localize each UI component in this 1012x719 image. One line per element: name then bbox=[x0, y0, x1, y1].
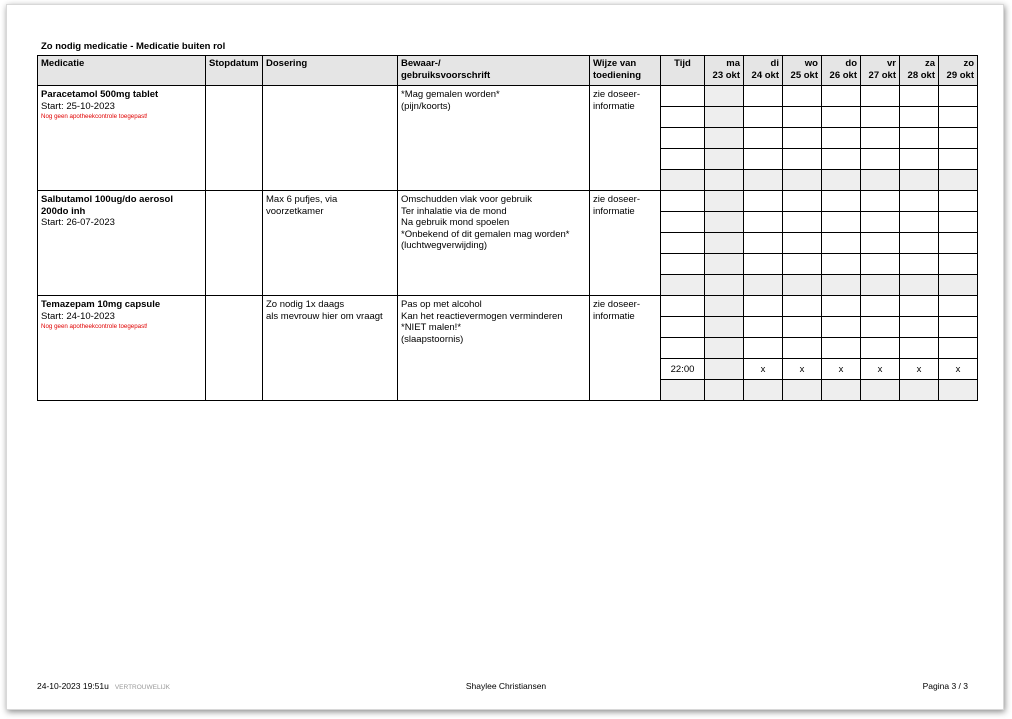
header-day-date: 29 okt bbox=[946, 69, 974, 81]
header-day-name: vr bbox=[887, 58, 896, 69]
voorschrift-line: Omschudden vlak voor gebruik bbox=[401, 194, 532, 205]
wijze-cell bbox=[590, 296, 661, 401]
administration-cell bbox=[783, 296, 822, 317]
administration-cell: x bbox=[783, 359, 822, 380]
administration-cell bbox=[939, 338, 978, 359]
administration-cell bbox=[939, 170, 978, 191]
header-wijze bbox=[590, 56, 661, 86]
header-day-name: za bbox=[924, 58, 935, 69]
administration-cell bbox=[744, 86, 783, 107]
administration-cell bbox=[744, 317, 783, 338]
medication-info bbox=[38, 191, 206, 296]
tijd-cell bbox=[661, 338, 705, 359]
administration-cell bbox=[705, 149, 744, 170]
administration-cell bbox=[783, 317, 822, 338]
administration-cell bbox=[783, 212, 822, 233]
administration-cell bbox=[705, 212, 744, 233]
dosering-cell bbox=[263, 191, 398, 296]
voorschrift-line: Kan het reactievermogen verminderen bbox=[401, 310, 563, 322]
header-voorschrift bbox=[398, 56, 590, 86]
tijd-cell bbox=[661, 254, 705, 275]
administration-cell bbox=[783, 191, 822, 212]
tijd-cell bbox=[661, 128, 705, 149]
medication-start-date: Start: 24-10-2023 bbox=[41, 310, 115, 322]
footer-left bbox=[37, 681, 170, 691]
voorschrift-cell bbox=[398, 191, 590, 296]
administration-cell bbox=[744, 191, 783, 212]
voorschrift-cell bbox=[398, 86, 590, 191]
administration-cell bbox=[783, 380, 822, 401]
administration-cell bbox=[939, 128, 978, 149]
header-tijd: Tijd bbox=[661, 56, 705, 86]
administration-cell bbox=[822, 86, 861, 107]
footer-patient-name: Shaylee Christiansen bbox=[465, 681, 547, 691]
medication-name: Temazepam 10mg capsule bbox=[41, 299, 161, 310]
dosering-cell bbox=[263, 86, 398, 191]
header-day-1 bbox=[744, 56, 783, 86]
administration-cell bbox=[744, 107, 783, 128]
header-day-name: ma bbox=[726, 58, 740, 69]
header-day-name: di bbox=[770, 58, 779, 69]
footer-right bbox=[923, 681, 968, 691]
administration-cell bbox=[744, 149, 783, 170]
administration-cell bbox=[900, 275, 939, 296]
administration-cell bbox=[705, 233, 744, 254]
header-day-date: 23 okt bbox=[712, 69, 740, 81]
wijze-line: zie doseer- bbox=[593, 299, 640, 310]
administration-cell bbox=[861, 233, 900, 254]
section-title: Zo nodig medicatie - Medicatie buiten rol bbox=[41, 41, 226, 52]
administration-cell bbox=[744, 170, 783, 191]
dosering-cell bbox=[263, 296, 398, 401]
header-day-0 bbox=[705, 56, 744, 86]
administration-cell bbox=[939, 275, 978, 296]
tijd-cell bbox=[661, 233, 705, 254]
administration-cell bbox=[900, 317, 939, 338]
medication-name: Salbutamol 100ug/do aerosol 200do inh bbox=[41, 194, 173, 217]
wijze-line: zie doseer- bbox=[593, 194, 640, 205]
administration-cell bbox=[783, 233, 822, 254]
wijze-line: informatie bbox=[593, 100, 635, 112]
administration-cell bbox=[861, 128, 900, 149]
header-day-name: zo bbox=[963, 58, 974, 69]
administration-cell bbox=[900, 107, 939, 128]
tijd-cell bbox=[661, 212, 705, 233]
voorschrift-line: *Mag gemalen worden* bbox=[401, 89, 500, 100]
administration-cell bbox=[822, 380, 861, 401]
tijd-cell bbox=[661, 107, 705, 128]
administration-cell bbox=[900, 86, 939, 107]
administration-cell bbox=[744, 296, 783, 317]
administration-cell bbox=[861, 296, 900, 317]
administration-cell bbox=[744, 128, 783, 149]
administration-cell bbox=[861, 107, 900, 128]
administration-cell bbox=[900, 149, 939, 170]
header-day-4 bbox=[861, 56, 900, 86]
administration-cell bbox=[783, 254, 822, 275]
wijze-line: informatie bbox=[593, 205, 635, 217]
stopdatum-cell bbox=[206, 86, 263, 191]
voorschrift-line: *Onbekend of dit gemalen mag worden* bbox=[401, 228, 570, 240]
administration-cell bbox=[822, 170, 861, 191]
administration-cell bbox=[783, 275, 822, 296]
table-row bbox=[38, 86, 978, 107]
medication-start-date: Start: 26-07-2023 bbox=[41, 217, 115, 228]
administration-cell bbox=[939, 191, 978, 212]
wijze-line: informatie bbox=[593, 310, 635, 322]
administration-cell bbox=[939, 212, 978, 233]
administration-cell bbox=[822, 191, 861, 212]
voorschrift-line: (luchtwegverwijding) bbox=[401, 240, 488, 251]
header-day-date: 27 okt bbox=[868, 69, 896, 81]
header-day-3 bbox=[822, 56, 861, 86]
administration-cell bbox=[822, 296, 861, 317]
administration-cell bbox=[900, 128, 939, 149]
administration-cell bbox=[861, 380, 900, 401]
administration-cell bbox=[822, 233, 861, 254]
footer-page-number: Pagina 3 / 3 bbox=[922, 681, 968, 691]
administration-cell: x bbox=[939, 359, 978, 380]
administration-cell bbox=[861, 338, 900, 359]
header-medicatie: Medicatie bbox=[38, 56, 206, 86]
header-day-name: do bbox=[845, 58, 857, 69]
administration-cell bbox=[939, 254, 978, 275]
medication-name: Paracetamol 500mg tablet bbox=[41, 89, 159, 100]
administration-cell bbox=[861, 212, 900, 233]
administration-cell: x bbox=[744, 359, 783, 380]
header-day-date: 25 okt bbox=[790, 69, 818, 81]
administration-cell bbox=[900, 233, 939, 254]
administration-cell: x bbox=[822, 359, 861, 380]
administration-cell bbox=[861, 191, 900, 212]
administration-cell bbox=[744, 212, 783, 233]
administration-cell bbox=[939, 233, 978, 254]
administration-cell bbox=[705, 128, 744, 149]
header-day-6 bbox=[939, 56, 978, 86]
administration-cell bbox=[861, 254, 900, 275]
voorschrift-line: *NIET malen!* bbox=[401, 322, 462, 333]
administration-cell bbox=[861, 149, 900, 170]
voorschrift-line: Pas op met alcohol bbox=[401, 299, 482, 310]
administration-cell bbox=[705, 170, 744, 191]
wijze-cell bbox=[590, 86, 661, 191]
dosering-line: voorzetkamer bbox=[266, 205, 324, 217]
administration-cell bbox=[939, 296, 978, 317]
header-day-5 bbox=[900, 56, 939, 86]
dosering-line: als mevrouw hier om vraagt bbox=[266, 310, 383, 322]
header-day-2 bbox=[783, 56, 822, 86]
administration-cell bbox=[861, 86, 900, 107]
voorschrift-cell bbox=[398, 296, 590, 401]
tijd-cell: 22:00 bbox=[661, 359, 705, 380]
administration-cell bbox=[822, 212, 861, 233]
administration-cell bbox=[705, 380, 744, 401]
administration-cell bbox=[705, 191, 744, 212]
dosering-line: Max 6 pufjes, via bbox=[266, 194, 338, 205]
administration-cell bbox=[705, 317, 744, 338]
administration-cell bbox=[939, 317, 978, 338]
header-dosering: Dosering bbox=[263, 56, 398, 86]
tijd-cell bbox=[661, 86, 705, 107]
administration-cell bbox=[783, 107, 822, 128]
administration-cell bbox=[822, 275, 861, 296]
administration-cell bbox=[822, 128, 861, 149]
table-row bbox=[38, 296, 978, 317]
administration-cell bbox=[939, 149, 978, 170]
administration-cell: x bbox=[861, 359, 900, 380]
pharmacy-check-warning: Nog geen apotheekcontrole toegepast! bbox=[41, 113, 148, 120]
dosering-line: Zo nodig 1x daags bbox=[266, 299, 345, 310]
tijd-cell bbox=[661, 191, 705, 212]
administration-cell bbox=[744, 233, 783, 254]
header-day-date: 24 okt bbox=[751, 69, 779, 81]
administration-cell bbox=[705, 296, 744, 317]
tijd-cell bbox=[661, 170, 705, 191]
administration-cell bbox=[861, 317, 900, 338]
tijd-cell bbox=[661, 149, 705, 170]
tijd-cell bbox=[661, 296, 705, 317]
table-header-row bbox=[38, 56, 978, 86]
header-day-name: wo bbox=[804, 58, 818, 69]
header-wijze-line2: toediening bbox=[593, 69, 642, 81]
administration-cell: x bbox=[900, 359, 939, 380]
voorschrift-line: Na gebruik mond spoelen bbox=[401, 217, 510, 228]
medication-info bbox=[38, 86, 206, 191]
tijd-cell bbox=[661, 275, 705, 296]
administration-cell bbox=[822, 149, 861, 170]
administration-cell bbox=[744, 254, 783, 275]
administration-cell bbox=[783, 86, 822, 107]
pharmacy-check-warning: Nog geen apotheekcontrole toegepast! bbox=[41, 323, 148, 330]
header-wijze-line1: Wijze van bbox=[593, 58, 637, 69]
header-day-date: 28 okt bbox=[907, 69, 935, 81]
administration-cell bbox=[783, 170, 822, 191]
administration-cell bbox=[783, 338, 822, 359]
voorschrift-line: (slaapstoornis) bbox=[401, 333, 464, 345]
stopdatum-cell bbox=[206, 296, 263, 401]
stopdatum-cell bbox=[206, 191, 263, 296]
administration-cell bbox=[744, 338, 783, 359]
administration-cell bbox=[939, 107, 978, 128]
administration-cell bbox=[705, 359, 744, 380]
footer-datetime: 24-10-2023 19:51u bbox=[37, 681, 109, 691]
administration-cell bbox=[705, 254, 744, 275]
administration-cell bbox=[939, 86, 978, 107]
administration-cell bbox=[900, 191, 939, 212]
administration-cell bbox=[861, 275, 900, 296]
administration-cell bbox=[939, 380, 978, 401]
voorschrift-line: (pijn/koorts) bbox=[401, 100, 451, 112]
voorschrift-line: Ter inhalatie via de mond bbox=[401, 205, 507, 217]
administration-cell bbox=[744, 380, 783, 401]
header-stopdatum: Stopdatum bbox=[206, 56, 263, 86]
administration-cell bbox=[900, 254, 939, 275]
administration-cell bbox=[822, 317, 861, 338]
administration-cell bbox=[783, 149, 822, 170]
header-day-date: 26 okt bbox=[829, 69, 857, 81]
tijd-cell bbox=[661, 380, 705, 401]
administration-cell bbox=[861, 170, 900, 191]
administration-cell bbox=[705, 338, 744, 359]
administration-cell bbox=[900, 212, 939, 233]
medication-info bbox=[38, 296, 206, 401]
wijze-line: zie doseer- bbox=[593, 89, 640, 100]
administration-cell bbox=[822, 107, 861, 128]
administration-cell bbox=[900, 296, 939, 317]
administration-cell bbox=[900, 170, 939, 191]
wijze-cell bbox=[590, 191, 661, 296]
administration-cell bbox=[822, 254, 861, 275]
tijd-cell bbox=[661, 317, 705, 338]
administration-cell bbox=[783, 128, 822, 149]
administration-cell bbox=[705, 275, 744, 296]
administration-cell bbox=[744, 275, 783, 296]
footer-confidential: VERTROUWELIJK bbox=[114, 684, 170, 691]
table-row bbox=[38, 191, 978, 212]
administration-cell bbox=[900, 380, 939, 401]
administration-cell bbox=[705, 107, 744, 128]
medication-start-date: Start: 25-10-2023 bbox=[41, 100, 115, 112]
header-voorschrift-line2: gebruiksvoorschrift bbox=[401, 69, 491, 81]
header-voorschrift-line1: Bewaar-/ bbox=[401, 58, 441, 69]
medication-table bbox=[37, 55, 978, 401]
administration-cell bbox=[900, 338, 939, 359]
administration-cell bbox=[705, 86, 744, 107]
administration-cell bbox=[822, 338, 861, 359]
